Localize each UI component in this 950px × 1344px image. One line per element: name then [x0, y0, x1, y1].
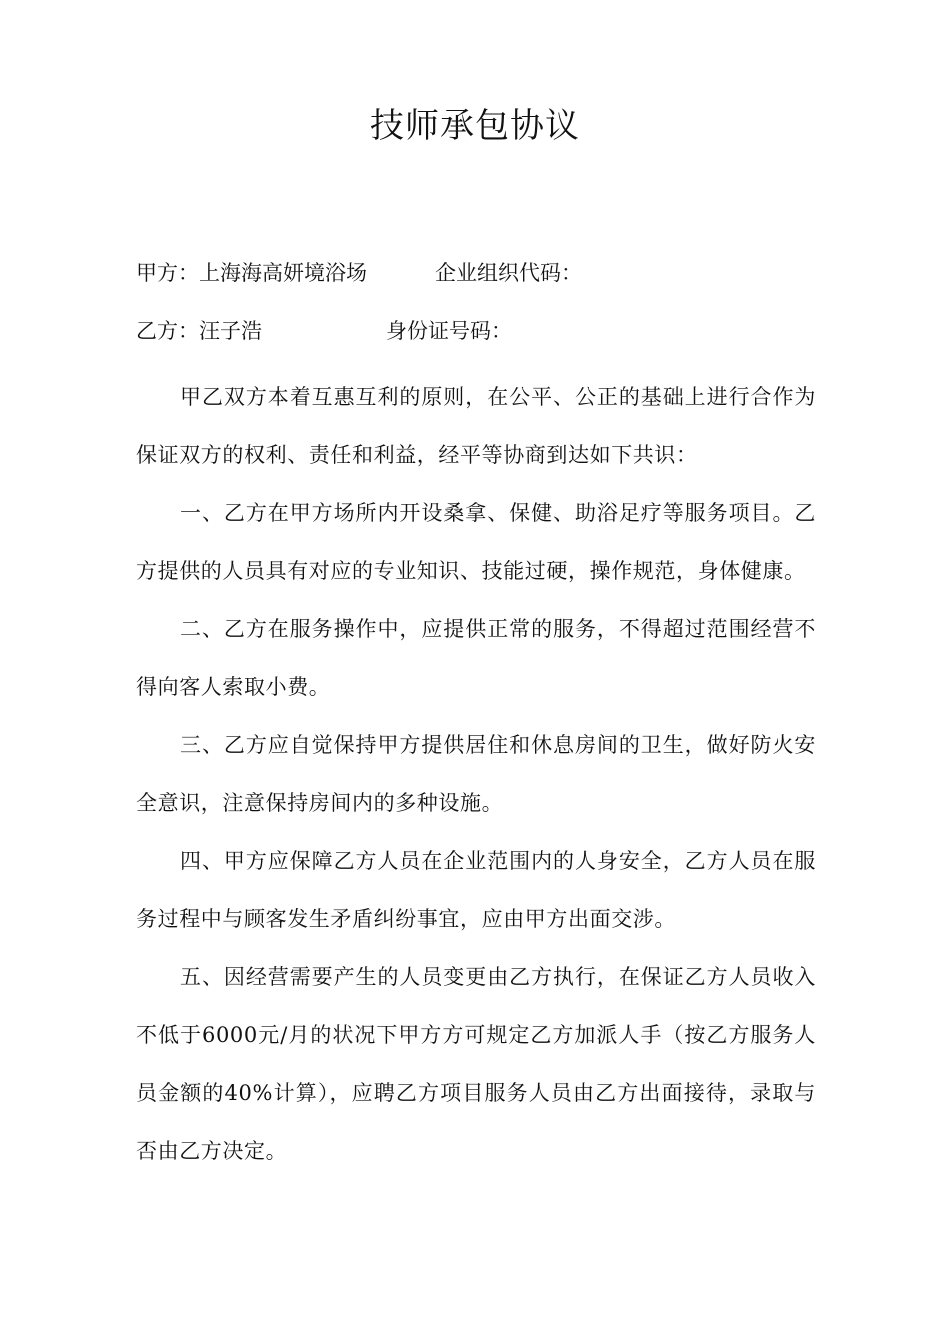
- paragraph-clause-5: 五、因经营需要产生的人员变更由乙方执行，在保证乙方人员收入不低于6000元/月的状况下甲方方可规定乙方加派人手（按乙方服务人员金额的40%计算），应聘乙方项目服务人员由乙方出面接待，录取与否由乙方决定。: [136, 965, 816, 1163]
- party-b-id-label: 身份证号码：: [386, 319, 512, 343]
- paragraph-clause-3: 三、乙方应自觉保持甲方提供居住和休息房间的卫生，做好防火安全意识，注意保持房间内的多种设施。: [136, 733, 816, 815]
- party-a-line: [136, 258, 582, 288]
- paragraph-preamble: 甲乙双方本着互惠互利的原则，在公平、公正的基础上进行合作为保证双方的权利、责任和利益，经平等协商到达如下共识：: [136, 385, 816, 467]
- paragraph-clause-4: 四、甲方应保障乙方人员在企业范围内的人身安全，乙方人员在服务过程中与顾客发生矛盾纠纷事宜，应由甲方出面交涉。: [136, 849, 816, 931]
- document-body: [136, 368, 816, 1180]
- party-a-label: 甲方：上海海高妍境浴场: [136, 261, 367, 285]
- party-b-line: [136, 316, 512, 346]
- paragraph-clause-2: 二、乙方在服务操作中，应提供正常的服务，不得超过范围经营不得向客人索取小费。: [136, 617, 816, 699]
- paragraph-clause-1: 一、乙方在甲方场所内开设桑拿、保健、助浴足疗等服务项目。乙方提供的人员具有对应的专业知识、技能过硬，操作规范，身体健康。: [136, 501, 816, 583]
- party-a-code-label: 企业组织代码：: [435, 261, 582, 285]
- document-title: 技师承包协议: [370, 106, 580, 146]
- party-b-label: 乙方：汪子浩: [136, 319, 262, 343]
